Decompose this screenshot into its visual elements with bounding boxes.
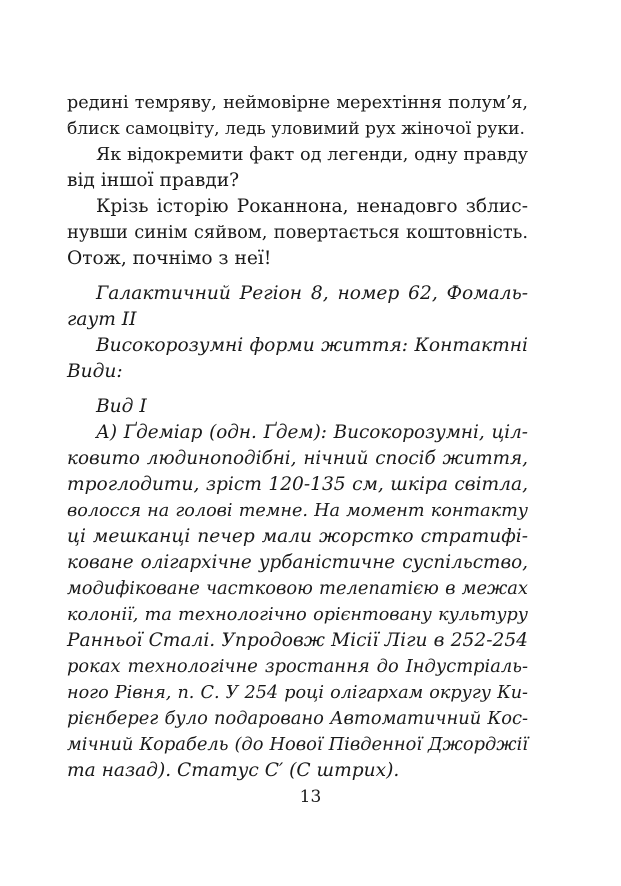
text-line: ковито людиноподібні, нічний спосіб життя, [67, 448, 528, 469]
text-line: роках технологічне зростання до Індустріаль- [67, 656, 528, 677]
text-line: Отож, почнімо з неї! [67, 248, 272, 269]
text-line: Крізь історію Роканнона, ненадовго зблис- [96, 196, 528, 217]
text-line: Види: [67, 361, 123, 382]
species-description [67, 420, 528, 784]
text-line: коване олігархічне урбаністичне суспільство, [67, 552, 528, 573]
species-heading [67, 394, 528, 420]
text-line: волосся на голові темне. На момент контакту [67, 501, 528, 521]
text-line: Високорозумні форми життя: Контактні [96, 335, 528, 356]
text-line: рієнберег було подаровано Автоматичний Кос- [67, 708, 528, 729]
text-line: нувши синім сяйвом, повертається коштовність. [67, 222, 528, 243]
text-line: А) Ґдеміар (одн. Ґдем): Високорозумні, цiл- [96, 422, 528, 443]
paragraph [67, 194, 528, 272]
entry-heading-region [67, 281, 528, 333]
text-line: гаут II [67, 309, 137, 330]
page-body [67, 90, 528, 784]
text-line: Галактичний Регіон 8, номер 62, Фомаль- [96, 283, 528, 304]
page-number: 13 [299, 787, 322, 807]
text-line: троглодити, зріст 120-135 см, шкіра світла, [67, 474, 528, 495]
text-line: Вид І [96, 396, 147, 417]
text-line: колонії, та технологічно орієнтовану культуру [67, 605, 528, 625]
text-line: модифіковане частковою телепатією в межах [67, 578, 528, 599]
paragraph [67, 142, 528, 194]
text-line: Як відокремити факт од легенди, одну правду [96, 145, 528, 165]
text-line: ці мешканці печер мали жорстко стратифі- [67, 526, 528, 547]
paragraph [67, 90, 528, 142]
text-line: редині темряву, неймовірне мерехтіння полум’я, [67, 93, 528, 113]
text-line: блиск самоцвіту, ледь уловимий рух жіночої руки. [67, 119, 525, 139]
text-line: Ранньої Сталі. Упродовж Місії Ліги в 252-254 [67, 630, 528, 651]
text-line: ного Рівня, п. С. У 254 році олігархам округу Ки- [67, 683, 528, 703]
entry-heading-lifeforms [67, 333, 528, 385]
text-line: та назад). Статус С′ (С штрих). [67, 760, 400, 781]
text-line: від іншої правди? [67, 170, 240, 191]
text-line: мічний Корабель (до Нової Південної Джорджії [67, 734, 528, 755]
